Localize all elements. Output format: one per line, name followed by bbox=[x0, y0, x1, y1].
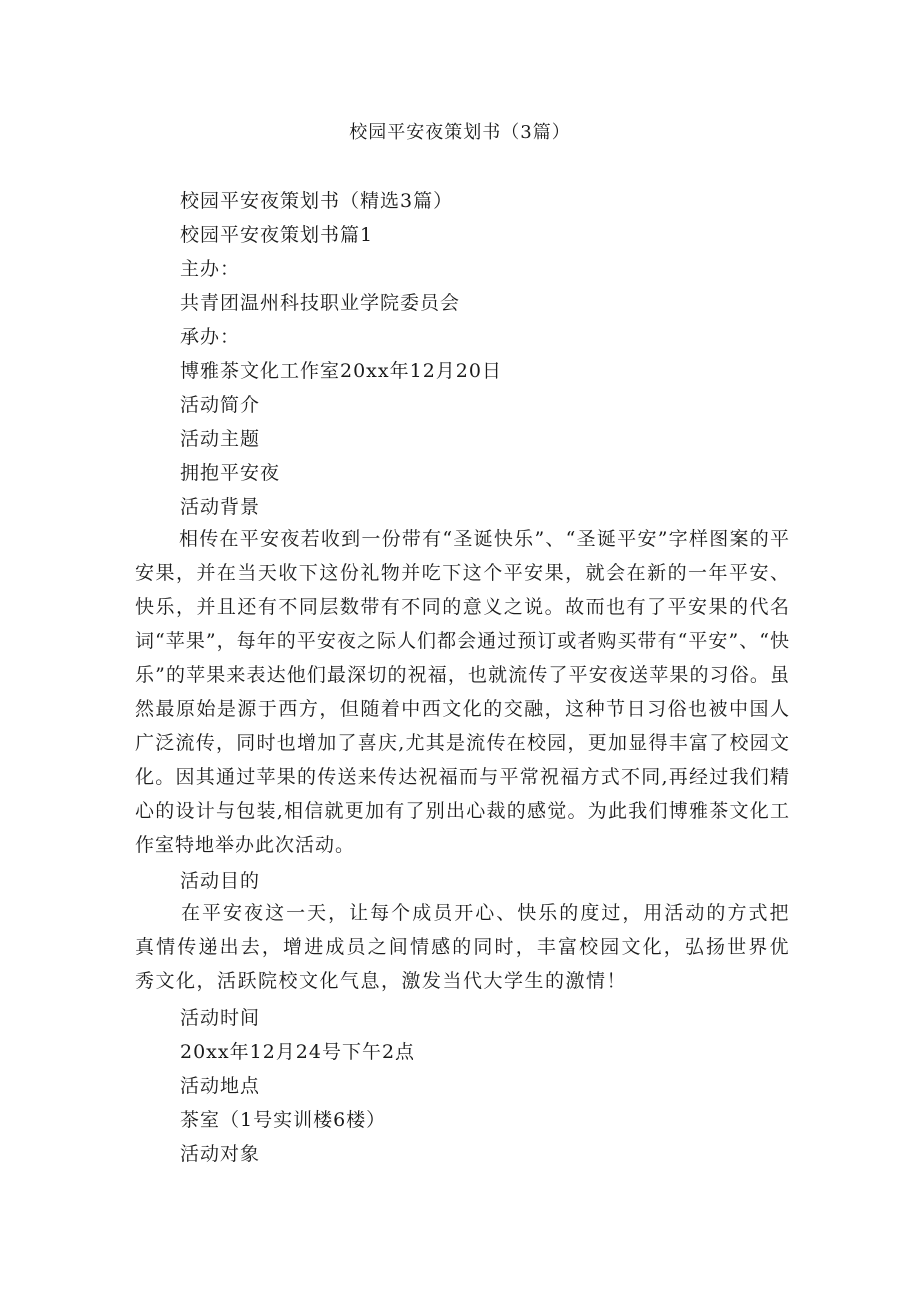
audience-heading: 活动对象 bbox=[180, 1143, 261, 1165]
co-organizer-label: 承办： bbox=[180, 326, 241, 348]
purpose-heading: 活动目的 bbox=[180, 870, 261, 892]
theme-value: 拥抱平安夜 bbox=[180, 462, 281, 484]
time-heading: 活动时间 bbox=[180, 1007, 261, 1029]
time-value: 20xx年12月24号下午2点 bbox=[180, 1041, 416, 1063]
intro-heading: 活动简介 bbox=[180, 394, 261, 416]
purpose-paragraph: 在平安夜这一天，让每个成员开心、快乐的度过，用活动的方式把真情传递出去，增进成员之间情感的同时，丰富校园文化，弘扬世界优秀文化，活跃院校文化气息，激发当代大学生的激情！ bbox=[135, 902, 790, 992]
document-title: 校园平安夜策划书（3篇） bbox=[349, 122, 571, 143]
co-organizer-value: 博雅茶文化工作室20xx年12月20日 bbox=[180, 360, 502, 382]
location-value: 茶室（1号实训楼6楼） bbox=[180, 1109, 387, 1131]
organizer-label: 主办： bbox=[180, 258, 241, 280]
background-heading: 活动背景 bbox=[180, 496, 261, 518]
subtitle-line: 校园平安夜策划书（精选3篇） bbox=[180, 190, 454, 212]
organizer-value: 共青团温州科技职业学院委员会 bbox=[180, 292, 461, 314]
location-heading: 活动地点 bbox=[180, 1075, 261, 1097]
theme-heading: 活动主题 bbox=[180, 428, 261, 450]
background-paragraph: 相传在平安夜若收到一份带有“圣诞快乐”、“圣诞平安”字样图案的平安果，并在当天收下这份礼物并吃下这个平安果，就会在新的一年平安、快乐，并且还有不同层数带有不同的意义之说。故而也有了平安果的代名词“苹果”，每年的平安夜之际人们都会通过预订或者购买带有“平安”、“快乐”的苹果来表达他们最深切的祝福，也就流传了平安夜送苹果的习俗。虽然最原始是源于西方，但随着中西文化的交融，这种节日习俗也被中国人广泛流传，同时也增加了喜庆,尤其是流传在校园，更加显得丰富了校园文化。因其通过苹果的传送来传达祝福而与平常祝福方式不同,再经过我们精心的设计与包装,相信就更加有了别出心裁的感觉。为此我们博雅茶文化工作室特地举办此次活动。 bbox=[135, 528, 790, 856]
section-heading: 校园平安夜策划书篇1 bbox=[180, 224, 374, 246]
